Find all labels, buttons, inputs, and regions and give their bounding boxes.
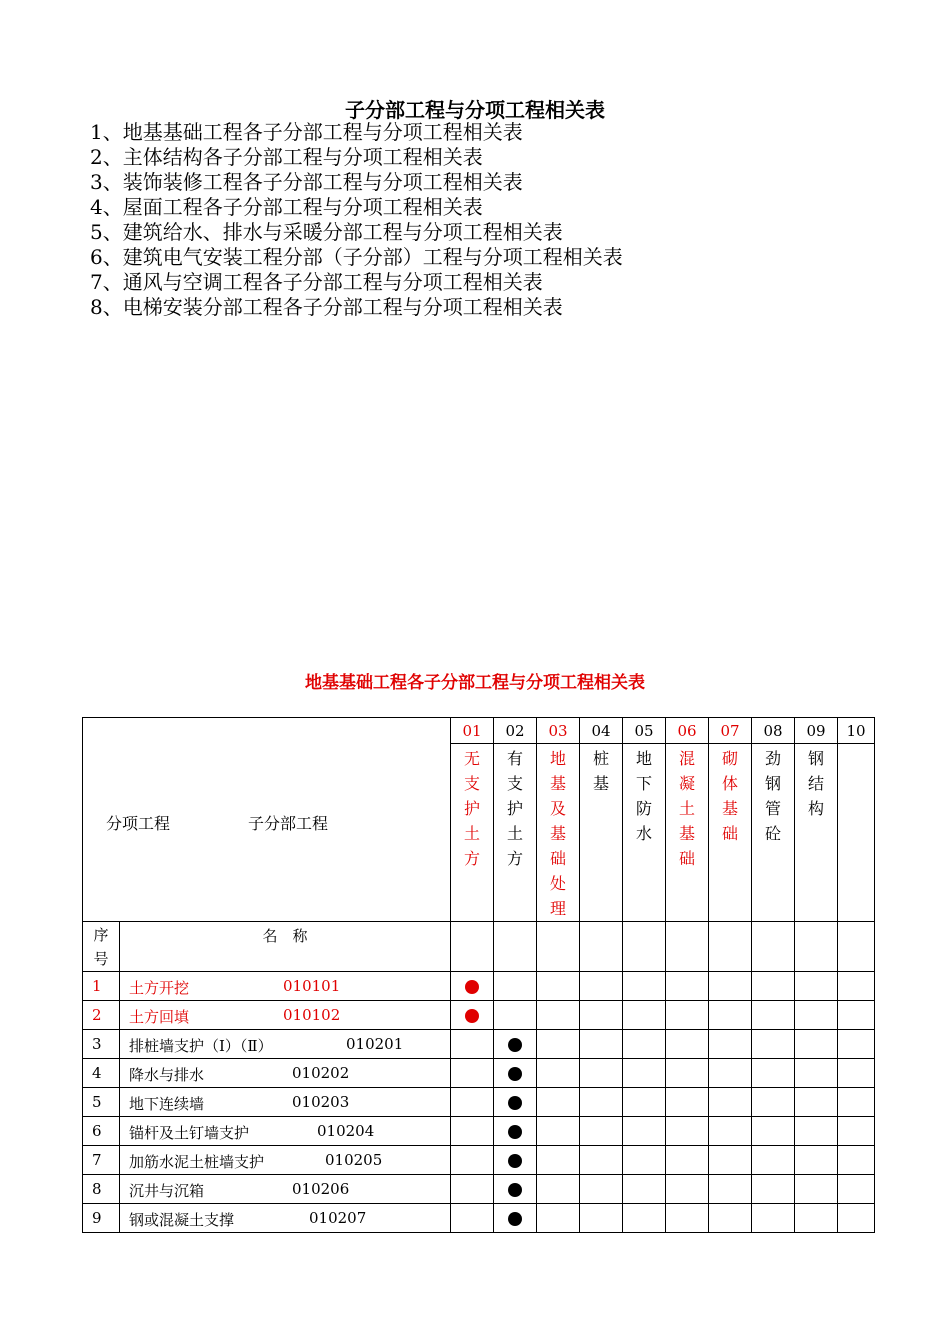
toc-item: 2、主体结构各子分部工程与分项工程相关表 [90,145,483,169]
relation-cell [623,972,666,1001]
relation-cell [494,1175,537,1204]
relation-cell [537,1001,580,1030]
table-row [83,972,875,1001]
row-seq: 8 [83,1175,120,1204]
relation-cell [623,1030,666,1059]
relation-dot-icon [465,980,479,994]
empty-cell [752,922,795,972]
row-seq: 6 [83,1117,120,1146]
relation-cell [580,1088,623,1117]
relation-cell [709,1030,752,1059]
relation-cell [709,1146,752,1175]
row-name-cell [120,1117,451,1146]
relation-cell [666,1146,709,1175]
row-code: 010101 [283,977,341,995]
relation-cell [580,1204,623,1233]
relation-cell [580,1117,623,1146]
row-name-cell [120,1001,451,1030]
column-name: 有 支 护 土 方 [494,744,537,922]
relation-cell [666,1059,709,1088]
column-name: 砌 体 基 础 [709,744,752,922]
row-name: 排桩墙支护（Ⅰ）（Ⅱ） [129,1037,273,1055]
relation-cell [752,1204,795,1233]
relation-dot-icon [508,1154,522,1168]
toc-item: 3、装饰装修工程各子分部工程与分项工程相关表 [90,170,523,194]
relation-cell [580,1059,623,1088]
table-of-contents [90,120,623,320]
column-name: 钢 结 构 [795,744,838,922]
relation-cell [709,1059,752,1088]
relation-cell [451,1088,494,1117]
relation-cell [795,1088,838,1117]
relation-table [82,717,875,1233]
relation-cell [666,1117,709,1146]
relation-dot-icon [465,1009,479,1023]
row-code: 010204 [317,1122,375,1140]
relation-cell [838,972,875,1001]
relation-cell [795,1117,838,1146]
relation-cell [709,1117,752,1146]
relation-cell [838,1059,875,1088]
empty-cell [838,922,875,972]
relation-cell [666,972,709,1001]
row-name: 降水与排水 [129,1066,205,1084]
column-name: 无 支 护 土 方 [451,744,494,922]
relation-cell [451,1146,494,1175]
relation-cell [537,1117,580,1146]
toc-item: 1、地基基础工程各子分部工程与分项工程相关表 [90,120,523,144]
row-name-cell [120,1175,451,1204]
relation-dot-icon [508,1038,522,1052]
table-title: 地基基础工程各子分部工程与分项工程相关表 [305,673,645,693]
relation-cell [494,1001,537,1030]
column-name: 劲 钢 管 砼 [752,744,795,922]
row-name-cell [120,972,451,1001]
relation-cell [451,1059,494,1088]
relation-cell [752,972,795,1001]
row-code: 010201 [346,1035,404,1053]
column-number: 06 [666,718,709,744]
relation-cell [580,1146,623,1175]
relation-cell [537,972,580,1001]
relation-cell [838,1030,875,1059]
column-number: 07 [709,718,752,744]
row-name-cell [120,1030,451,1059]
relation-cell [451,1117,494,1146]
relation-cell [752,1117,795,1146]
relation-cell [623,1001,666,1030]
relation-cell [451,972,494,1001]
column-number: 04 [580,718,623,744]
relation-cell [537,1175,580,1204]
relation-dot-icon [508,1183,522,1197]
row-name: 土方开挖 [129,979,190,997]
row-seq: 1 [83,972,120,1001]
seq-header: 序 号 [83,922,120,972]
table-row [83,1088,875,1117]
relation-cell [666,1175,709,1204]
relation-cell [752,1146,795,1175]
relation-cell [623,1175,666,1204]
column-number: 10 [838,718,875,744]
relation-cell [451,1001,494,1030]
empty-cell [451,922,494,972]
empty-cell [537,922,580,972]
relation-cell [838,1175,875,1204]
row-name: 加筋水泥土桩墙支护 [129,1153,265,1171]
empty-cell [795,922,838,972]
row-name-cell [120,1059,451,1088]
relation-cell [580,1175,623,1204]
toc-item: 4、屋面工程各子分部工程与分项工程相关表 [90,195,483,219]
relation-cell [537,1059,580,1088]
relation-cell [666,1001,709,1030]
toc-item: 8、电梯安装分部工程各子分部工程与分项工程相关表 [90,295,563,319]
relation-cell [494,1117,537,1146]
row-code: 010206 [292,1180,350,1198]
relation-cell [709,1088,752,1117]
row-code: 010207 [309,1209,367,1227]
row-name-cell [120,1146,451,1175]
column-number: 02 [494,718,537,744]
relation-cell [666,1088,709,1117]
row-name: 地下连续墙 [129,1095,205,1113]
relation-cell [580,972,623,1001]
column-name [838,744,875,922]
row-seq: 3 [83,1030,120,1059]
relation-cell [709,1175,752,1204]
row-name: 钢或混凝土支撑 [129,1211,235,1229]
empty-cell [580,922,623,972]
relation-cell [580,1030,623,1059]
relation-cell [623,1204,666,1233]
relation-cell [752,1175,795,1204]
row-seq: 5 [83,1088,120,1117]
relation-cell [795,1059,838,1088]
toc-item: 7、通风与空调工程各子分部工程与分项工程相关表 [90,270,543,294]
row-code: 010203 [292,1093,350,1111]
relation-cell [752,1088,795,1117]
relation-cell [795,1030,838,1059]
relation-dot-icon [508,1212,522,1226]
column-name: 混 凝 土 基 础 [666,744,709,922]
relation-cell [494,1204,537,1233]
row-seq: 2 [83,1001,120,1030]
table-row [83,1204,875,1233]
table-row [83,1146,875,1175]
toc-item: 5、建筑给水、排水与采暖分部工程与分项工程相关表 [90,220,563,244]
row-name: 锚杆及土钉墙支护 [129,1124,250,1142]
table-row [83,1001,875,1030]
column-name: 地 基 及 基 础 处 理 [537,744,580,922]
relation-cell [537,1088,580,1117]
row-name-cell [120,1204,451,1233]
relation-cell [795,1175,838,1204]
relation-cell [494,1088,537,1117]
table-row [83,1030,875,1059]
relation-cell [537,1146,580,1175]
relation-cell [795,1204,838,1233]
relation-dot-icon [508,1096,522,1110]
corner-label-subitem: 分项工程 [106,813,171,833]
relation-cell [752,1001,795,1030]
relation-cell [451,1204,494,1233]
empty-cell [709,922,752,972]
relation-cell [666,1030,709,1059]
relation-cell [580,1001,623,1030]
relation-cell [451,1030,494,1059]
relation-cell [537,1030,580,1059]
relation-cell [623,1146,666,1175]
relation-cell [709,972,752,1001]
relation-cell [451,1175,494,1204]
relation-dot-icon [508,1125,522,1139]
relation-cell [752,1059,795,1088]
corner-label-subdivision: 子分部工程 [248,813,329,833]
relation-cell [795,1001,838,1030]
relation-cell [623,1088,666,1117]
relation-cell [494,1030,537,1059]
relation-cell [795,972,838,1001]
toc-item: 6、建筑电气安装工程分部（子分部）工程与分项工程相关表 [90,245,623,269]
empty-cell [623,922,666,972]
row-name: 沉井与沉箱 [129,1182,205,1200]
relation-cell [709,1204,752,1233]
row-code: 010102 [283,1006,341,1024]
row-name: 土方回填 [129,1008,190,1026]
relation-cell [838,1204,875,1233]
column-number: 03 [537,718,580,744]
relation-cell [709,1001,752,1030]
relation-cell [494,1059,537,1088]
relation-cell [838,1117,875,1146]
column-name: 地 下 防 水 [623,744,666,922]
column-number: 05 [623,718,666,744]
column-number: 01 [451,718,494,744]
row-code: 010205 [325,1151,383,1169]
row-name-cell [120,1088,451,1117]
relation-cell [838,1001,875,1030]
relation-cell [752,1030,795,1059]
row-code: 010202 [292,1064,350,1082]
row-seq: 9 [83,1204,120,1233]
empty-cell [494,922,537,972]
corner-header [83,718,451,922]
relation-cell [838,1088,875,1117]
table-row [83,1175,875,1204]
table-row [83,1117,875,1146]
relation-cell [666,1204,709,1233]
relation-cell [838,1146,875,1175]
page-title: 子分部工程与分项工程相关表 [345,98,605,122]
name-header: 名 称 [120,922,451,972]
relation-cell [494,972,537,1001]
relation-cell [623,1059,666,1088]
column-name: 桩 基 [580,744,623,922]
table-row [83,1059,875,1088]
relation-cell [494,1146,537,1175]
relation-dot-icon [508,1067,522,1081]
column-number: 09 [795,718,838,744]
row-seq: 4 [83,1059,120,1088]
empty-cell [666,922,709,972]
relation-cell [537,1204,580,1233]
row-seq: 7 [83,1146,120,1175]
relation-cell [623,1117,666,1146]
relation-cell [795,1146,838,1175]
column-number: 08 [752,718,795,744]
